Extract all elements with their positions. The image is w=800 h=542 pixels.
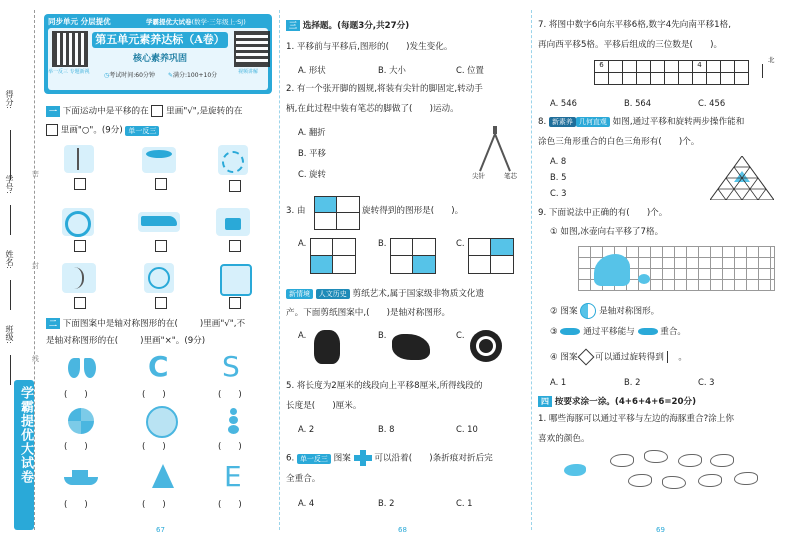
q2-line1: 2. 有一个张开脚的圆规,将装有尖针的脚固定,转动手 bbox=[286, 84, 483, 94]
sec2-paren-5[interactable]: ( ) bbox=[142, 442, 166, 452]
divider-2 bbox=[531, 10, 532, 530]
header-series-info: (数学·三年级上·SJ) bbox=[191, 18, 246, 26]
dolphin-option-1[interactable] bbox=[610, 454, 634, 467]
q9-s3-a: ③ bbox=[550, 327, 558, 337]
sec4-number: 四 bbox=[538, 396, 552, 407]
q9-s4-b: 可以通过旋转得到 bbox=[595, 352, 664, 363]
curling-player-figure bbox=[594, 254, 630, 286]
header-time-text: 考试时间:60分钟 bbox=[109, 72, 155, 79]
q4-tag-history: 人文历史 bbox=[316, 289, 350, 299]
page-67 bbox=[42, 0, 274, 542]
q3-source-figure bbox=[314, 196, 360, 230]
q6-text2: 可以沿着( )条折痕对折后完 bbox=[374, 453, 493, 464]
q3-text: 旋转得到的图形是( )。 bbox=[362, 206, 464, 216]
archery-picture bbox=[62, 263, 96, 293]
sec1-text2: 里画"√",是旋转的在 bbox=[166, 106, 243, 117]
sec3-number: 三 bbox=[286, 20, 300, 31]
sec4-q1-line2: 喜欢的颜色。 bbox=[538, 434, 590, 444]
header-score bbox=[168, 70, 217, 79]
q7-option-b[interactable]: B. 564 bbox=[624, 98, 652, 108]
plus-figure bbox=[354, 450, 372, 466]
q8-line1 bbox=[538, 117, 744, 128]
dolphin-option-7[interactable] bbox=[698, 474, 722, 487]
pinwheel-figure bbox=[68, 408, 94, 434]
q1-option-b[interactable]: B. 大小 bbox=[378, 65, 406, 75]
q4-line1 bbox=[286, 289, 484, 300]
cable-car-picture bbox=[216, 208, 250, 236]
answer-box-8[interactable] bbox=[155, 297, 167, 309]
sec2-paren-9[interactable]: ( ) bbox=[218, 500, 242, 510]
student-id-field-line[interactable] bbox=[10, 205, 11, 235]
carousel-picture bbox=[142, 147, 176, 173]
header-title: 第五单元素养达标（A卷） bbox=[92, 32, 228, 48]
q9-s2-a: ② 图案 bbox=[550, 306, 578, 317]
ship-figure bbox=[64, 470, 98, 486]
q8-option-c[interactable]: C. 3 bbox=[550, 188, 567, 198]
page-number-69: 69 bbox=[656, 526, 665, 534]
q6-prefix: 6. bbox=[286, 453, 295, 464]
q8-line2: 涂色三角形重合的白色三角形有( )个。 bbox=[538, 137, 700, 147]
header-series bbox=[146, 17, 246, 26]
q7-line2: 再向西平移5格。平移后组成的三位数是( )。 bbox=[538, 40, 723, 50]
q9-option-b[interactable]: B. 2 bbox=[624, 377, 641, 387]
q4-option-c-label[interactable]: C. bbox=[456, 330, 465, 340]
q4-tag-new-context: 新情境 bbox=[286, 289, 313, 299]
sec2-line1 bbox=[46, 318, 245, 330]
score-field-line[interactable] bbox=[10, 130, 11, 180]
q1-option-a[interactable]: A. 形状 bbox=[298, 65, 326, 75]
q5-option-a[interactable]: A. 2 bbox=[298, 424, 315, 434]
q7-option-c[interactable]: C. 456 bbox=[698, 98, 726, 108]
header-subtitle: 核心素养巩固 bbox=[132, 54, 187, 64]
q7-line1: 7. 将图中数字6向东平移6格,数字4先向南平移1格, bbox=[538, 20, 731, 30]
sec2-paren-2[interactable]: ( ) bbox=[142, 390, 166, 400]
sec4-heading bbox=[538, 396, 696, 408]
sec2-text1: 下面图案中是轴对称图形的在( bbox=[62, 319, 178, 329]
sec2-paren-3[interactable]: ( ) bbox=[218, 390, 242, 400]
header-series-name: 学霸提优大试卷 bbox=[146, 18, 192, 26]
q3-option-a-label[interactable]: A. bbox=[298, 238, 307, 248]
q7-cell-four: 4 bbox=[693, 61, 707, 73]
fish-left-icon bbox=[560, 328, 580, 335]
seal-mi: 密 bbox=[32, 170, 39, 178]
sec2-number: 二 bbox=[46, 318, 60, 329]
name-field-label: 姓名: bbox=[5, 250, 14, 269]
q2-option-b[interactable]: B. 平移 bbox=[298, 148, 326, 158]
sec2-text2: )里画"√",不 bbox=[199, 319, 246, 329]
q9-statement-3 bbox=[550, 327, 686, 338]
letter-e-figure: E bbox=[224, 460, 242, 493]
q4-papercut-c[interactable] bbox=[470, 330, 502, 362]
q9-s3-c: 重合。 bbox=[660, 327, 687, 337]
stick-figure-icon bbox=[667, 351, 676, 363]
divider-1 bbox=[279, 10, 280, 530]
q9-statement-1: ① 如图,冰壶向右平移了7格。 bbox=[550, 227, 664, 237]
sec1-link[interactable]: 单一反三 bbox=[125, 126, 159, 136]
score-icon: ✎ bbox=[168, 72, 174, 79]
answer-box-5[interactable] bbox=[155, 240, 167, 252]
q6-option-a[interactable]: A. 4 bbox=[298, 498, 315, 508]
page-number-68: 68 bbox=[398, 526, 407, 534]
sec3-heading bbox=[286, 20, 409, 32]
butterfly-figure bbox=[68, 356, 96, 382]
answer-box-7[interactable] bbox=[74, 297, 86, 309]
q9-option-c[interactable]: C. 3 bbox=[698, 377, 715, 387]
qr-code-right[interactable] bbox=[234, 31, 270, 67]
q8-triangle-figure bbox=[710, 156, 774, 200]
brand-vertical-text: 学霸提优大试卷 bbox=[18, 386, 33, 484]
page-68 bbox=[284, 0, 524, 542]
q5-line2: 长度是( )厘米。 bbox=[286, 401, 362, 411]
flag-raising-picture bbox=[64, 145, 94, 173]
binding-strip bbox=[0, 0, 40, 542]
sec1-text3: 里画"○"。(9分) bbox=[60, 125, 123, 136]
q6-text1: 图案 bbox=[333, 453, 351, 464]
q4-option-b-label[interactable]: B. bbox=[378, 330, 387, 340]
sec2-paren-7[interactable]: ( ) bbox=[64, 500, 88, 510]
letter-s-figure: S bbox=[222, 350, 240, 383]
sliding-window-picture bbox=[220, 264, 252, 296]
header-score-text: 满分:100+10分 bbox=[173, 72, 218, 79]
letter-c-figure: C bbox=[148, 350, 169, 383]
q2-line2: 柄,在此过程中装有笔芯的脚做了( )运动。 bbox=[286, 104, 459, 114]
sec2-paren-6[interactable]: ( ) bbox=[218, 442, 242, 452]
q5-option-b[interactable]: B. 8 bbox=[378, 424, 395, 434]
sec1-text1: 下面运动中是平移的在 bbox=[62, 106, 149, 117]
ant-figure bbox=[226, 408, 240, 434]
q4-text1: 剪纸艺术,属于国家级非物质文化遗 bbox=[352, 289, 485, 299]
sec3-title: 选择题。(每题3分,共27分) bbox=[302, 21, 410, 31]
dolphin-option-3[interactable] bbox=[678, 454, 702, 467]
answer-box-1[interactable] bbox=[74, 178, 86, 190]
class-field-label: 班级: bbox=[5, 325, 14, 344]
dolphin-reference bbox=[564, 464, 586, 476]
answer-box-6[interactable] bbox=[229, 240, 241, 252]
q7-grid bbox=[594, 60, 749, 85]
sec1-inline-box-2 bbox=[46, 124, 58, 136]
class-field-line[interactable] bbox=[10, 355, 11, 385]
q3-prefix: 3. 由 bbox=[286, 206, 306, 216]
q8-text1: 如图,通过平移和旋转两步操作能和 bbox=[612, 117, 745, 127]
q3-option-b-label[interactable]: B. bbox=[378, 238, 387, 248]
north-arrow-icon bbox=[762, 64, 763, 78]
q3-option-c-figure[interactable] bbox=[468, 238, 514, 274]
q9-s4-a: ④ 图案 bbox=[550, 352, 578, 363]
q8-tag-new-literacy: 新素养 bbox=[549, 117, 576, 127]
q2-option-a[interactable]: A. 翻折 bbox=[298, 127, 326, 137]
dolphin-option-5[interactable] bbox=[628, 474, 652, 487]
answer-box-9[interactable] bbox=[229, 297, 241, 309]
q7-cell-six: 6 bbox=[595, 61, 609, 73]
brand-vertical-banner bbox=[14, 380, 34, 530]
dolphin-option-2[interactable] bbox=[644, 450, 668, 463]
q8-option-a[interactable]: A. 8 bbox=[550, 156, 567, 166]
dolphin-option-8[interactable] bbox=[734, 472, 758, 485]
pinwheel-small-icon bbox=[578, 349, 595, 366]
q8-prefix: 8. bbox=[538, 117, 547, 127]
q2-option-c[interactable]: C. 旋转 bbox=[298, 169, 326, 179]
student-id-field-label: 学号: bbox=[5, 175, 14, 194]
q3-option-c-label[interactable]: C. bbox=[456, 238, 465, 248]
q5-line1: 5. 将长度为2厘米的线段向上平移8厘米,所得线段的 bbox=[286, 381, 483, 391]
q4-papercut-b[interactable] bbox=[392, 334, 430, 360]
dolphin-option-6[interactable] bbox=[662, 476, 686, 489]
answer-box-2[interactable] bbox=[155, 178, 167, 190]
compass-label-needle: 尖针 bbox=[472, 172, 485, 180]
q3-option-a-figure[interactable] bbox=[310, 238, 356, 274]
sec2-line2 bbox=[46, 336, 205, 347]
sec4-q1-line1: 1. 哪些海豚可以通过平移与左边的海豚重合?涂上你 bbox=[538, 414, 734, 424]
electric-fan-picture bbox=[144, 263, 174, 293]
q9-statement-2 bbox=[550, 303, 659, 319]
answer-box-3[interactable] bbox=[229, 180, 241, 192]
q4-papercut-a[interactable] bbox=[314, 330, 340, 364]
q5-option-c[interactable]: C. 10 bbox=[456, 424, 478, 434]
q6-line1 bbox=[286, 450, 493, 466]
header-tag: 同步单元 分层提优 bbox=[48, 17, 111, 26]
page-number-67: 67 bbox=[156, 526, 165, 534]
compass-drawing bbox=[474, 126, 514, 174]
sec2-paren-8[interactable]: ( ) bbox=[142, 500, 166, 510]
sec4-title: 按要求涂一涂。(4+6+4+6=20分) bbox=[554, 397, 697, 407]
q7-option-a[interactable]: A. 546 bbox=[550, 98, 577, 108]
clock-icon: ◷ bbox=[104, 72, 110, 79]
name-field-line[interactable] bbox=[10, 280, 11, 310]
q6-line2: 全重合。 bbox=[286, 474, 321, 484]
train-picture bbox=[138, 212, 180, 232]
seal-feng: 封 bbox=[32, 262, 39, 270]
q9-s3-b: 通过平移能与 bbox=[583, 327, 635, 337]
sec1-line1 bbox=[46, 105, 242, 118]
q6-link[interactable]: 单一反三 bbox=[297, 454, 331, 464]
sec2-paren-1[interactable]: ( ) bbox=[64, 390, 88, 400]
q9-option-a[interactable]: A. 1 bbox=[550, 377, 567, 387]
qr-code-left[interactable] bbox=[52, 31, 88, 67]
sec1-line2 bbox=[46, 124, 159, 137]
q9-title: 9. 下面说法中正确的有( )个。 bbox=[538, 208, 668, 218]
yin-yang-icon bbox=[580, 303, 596, 319]
sec2-text4: )里画"×"。(9分) bbox=[140, 336, 206, 346]
steering-wheel-picture bbox=[62, 208, 94, 236]
q1-text: 1. 平移前与平移后,图形的( )发生变化。 bbox=[286, 42, 453, 52]
q9-statement-4 bbox=[550, 351, 687, 364]
sec1-number: 一 bbox=[46, 106, 60, 117]
seal-xian: 线 bbox=[32, 355, 39, 363]
q9-curling-grid bbox=[578, 246, 775, 291]
pinwheel-picture bbox=[218, 145, 248, 175]
qr-left-caption: 举一反三 专题新视 bbox=[48, 69, 90, 75]
q8-option-b[interactable]: B. 5 bbox=[550, 172, 567, 182]
qr-right-caption: 视频讲解 bbox=[238, 69, 259, 75]
score-field-label: 得分: bbox=[5, 90, 14, 109]
sec1-inline-box bbox=[151, 105, 163, 117]
curling-stone-figure bbox=[638, 274, 650, 284]
sec2-text3: 是轴对称图形的在( bbox=[46, 336, 119, 346]
q9-s2-b: 是轴对称图形。 bbox=[599, 306, 660, 317]
q4-option-a-label[interactable]: A. bbox=[298, 330, 307, 340]
compass-label-lead: 笔芯 bbox=[504, 172, 517, 180]
snowflake-figure bbox=[146, 406, 178, 438]
q1-option-c[interactable]: C. 位置 bbox=[456, 65, 484, 75]
q4-line2: 产。下面剪纸图案中,( )是轴对称图形。 bbox=[286, 308, 451, 318]
q6-option-c[interactable]: C. 1 bbox=[456, 498, 473, 508]
q8-tag-geometry: 几何直观 bbox=[576, 117, 610, 127]
pine-tree-figure bbox=[152, 464, 174, 488]
q9-s4-c: 。 bbox=[678, 352, 687, 363]
q7-north-label: 北 bbox=[768, 56, 775, 64]
sec2-paren-4[interactable]: ( ) bbox=[64, 442, 88, 452]
answer-box-4[interactable] bbox=[74, 240, 86, 252]
q3-option-b-figure[interactable] bbox=[390, 238, 436, 274]
q6-option-b[interactable]: B. 2 bbox=[378, 498, 395, 508]
dolphin-option-4[interactable] bbox=[710, 454, 734, 467]
page-69 bbox=[538, 0, 796, 542]
fish-right-icon bbox=[638, 328, 658, 335]
header-time bbox=[104, 70, 155, 79]
